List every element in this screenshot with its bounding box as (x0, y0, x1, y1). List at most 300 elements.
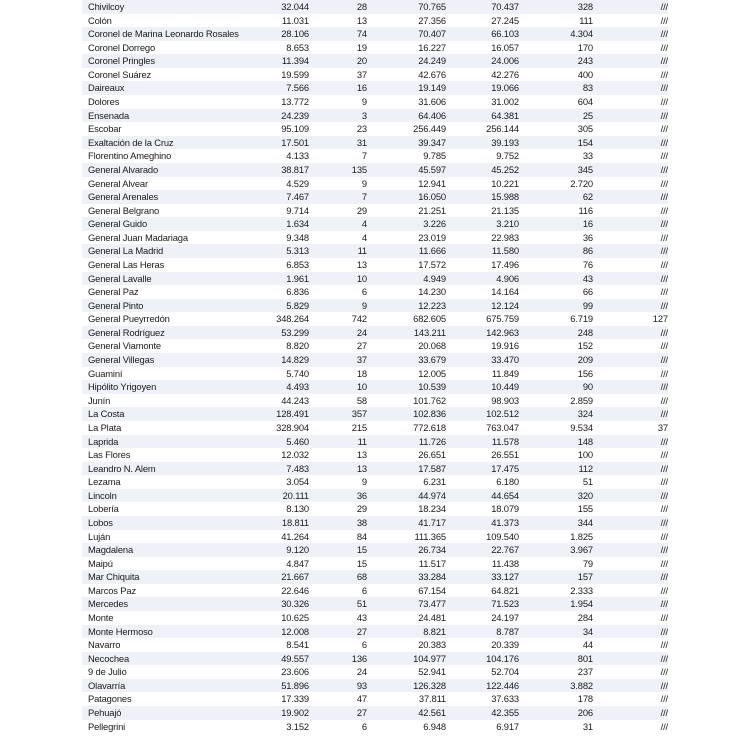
cell-value-5: 328 (577, 1, 593, 12)
cell-population: 6.853 (286, 258, 309, 270)
cell-value-4: 42.355 (491, 707, 519, 719)
cell-value-4: 12.124 (491, 299, 519, 311)
cell-value-2: 11 (357, 245, 367, 257)
cell-value-6: /// (660, 625, 668, 637)
table-row (82, 109, 668, 123)
cell-value-6: /// (660, 693, 668, 705)
cell-partido-name: General Lavalle (88, 272, 152, 284)
cell-value-3: 19.149 (418, 82, 446, 94)
cell-value-3: 70.765 (418, 1, 446, 12)
cell-value-5: 33 (582, 150, 593, 162)
cell-value-6: /// (660, 530, 668, 542)
cell-population: 348.264 (276, 313, 309, 325)
table-row (82, 475, 668, 489)
cell-value-5: 604 (577, 96, 593, 108)
table-row (82, 380, 668, 394)
cell-partido-name: Mar Chiquita (88, 571, 140, 583)
cell-value-6: /// (660, 150, 668, 162)
cell-population: 53.299 (281, 326, 309, 338)
cell-value-5: 112 (578, 462, 593, 474)
cell-value-5: 83 (582, 82, 593, 94)
cell-value-6: /// (660, 326, 668, 338)
cell-value-4: 45.252 (491, 163, 519, 175)
cell-value-6: /// (660, 28, 668, 40)
cell-population: 5.740 (286, 367, 309, 379)
cell-value-5: 1.825 (570, 530, 593, 542)
table-row (82, 611, 668, 625)
cell-value-5: 305 (577, 123, 593, 135)
table-row (82, 597, 668, 611)
cell-partido-name: Marcos Paz (88, 584, 136, 596)
cell-value-3: 16.050 (418, 191, 446, 203)
cell-value-5: 62 (582, 191, 593, 203)
cell-value-2: 68 (356, 571, 367, 583)
cell-partido-name: Pehuajó (88, 707, 122, 719)
cell-value-5: 170 (577, 41, 593, 53)
cell-population: 13.772 (281, 96, 309, 108)
cell-partido-name: General Las Heras (88, 258, 165, 270)
cell-value-5: 36 (582, 231, 593, 243)
cell-value-6: /// (660, 367, 668, 379)
cell-value-2: 36 (356, 489, 367, 501)
cell-population: 4.847 (286, 557, 309, 569)
cell-value-4: 22.983 (491, 231, 519, 243)
cell-value-5: 3.882 (570, 679, 593, 691)
cell-value-6: /// (660, 652, 668, 664)
cell-value-2: 23 (356, 123, 367, 135)
cell-population: 18.811 (281, 516, 309, 528)
table-row (82, 81, 668, 95)
cell-value-2: 93 (356, 679, 367, 691)
cell-value-6: /// (660, 258, 668, 270)
cell-value-4: 24.197 (491, 612, 519, 624)
cell-value-5: 248 (577, 326, 593, 338)
cell-population: 49.557 (281, 652, 309, 664)
cell-value-6: /// (660, 1, 668, 12)
cell-value-4: 33.127 (491, 571, 519, 583)
cell-value-5: 51 (582, 476, 593, 488)
cell-partido-name: Mercedes (88, 598, 128, 610)
table-row (82, 706, 668, 720)
cell-value-3: 23.019 (418, 231, 446, 243)
cell-value-5: 31 (582, 720, 593, 732)
cell-value-3: 44.974 (418, 489, 446, 501)
cell-population: 38.817 (281, 163, 309, 175)
cell-partido-name: Lincoln (88, 489, 117, 501)
cell-value-6: /// (660, 394, 668, 406)
cell-value-2: 10 (356, 272, 367, 284)
cell-value-4: 11.438 (491, 557, 519, 569)
table-row (82, 244, 668, 258)
table-row (82, 530, 668, 544)
cell-value-6: /// (660, 82, 668, 94)
cell-population: 20.111 (282, 489, 309, 501)
cell-partido-name: Escobar (88, 123, 122, 135)
cell-value-6: /// (660, 666, 668, 678)
cell-partido-name: General Pueyrredón (88, 313, 170, 325)
data-table (82, 0, 668, 733)
table-row (82, 543, 668, 557)
cell-value-5: 2.859 (570, 394, 593, 406)
cell-value-4: 256.144 (486, 123, 519, 135)
cell-partido-name: Maipú (88, 557, 113, 569)
cell-population: 5.313 (286, 245, 309, 257)
table-row (82, 299, 668, 313)
cell-value-6: /// (660, 571, 668, 583)
cell-value-2: 13 (356, 462, 367, 474)
cell-partido-name: Guaminí (88, 367, 123, 379)
cell-value-5: 801 (577, 652, 593, 664)
cell-value-6: /// (660, 286, 668, 298)
cell-value-4: 21.135 (491, 204, 519, 216)
table-row (82, 122, 668, 136)
cell-value-3: 26.651 (418, 449, 446, 461)
cell-value-2: 136 (351, 652, 367, 664)
table-row (82, 136, 668, 150)
cell-value-6: /// (660, 408, 668, 420)
cell-partido-name: Necochea (88, 652, 130, 664)
table-row (82, 149, 668, 163)
cell-value-2: 13 (356, 14, 367, 26)
cell-value-6: /// (660, 612, 668, 624)
cell-population: 4.133 (286, 150, 309, 162)
cell-value-5: 25 (582, 109, 593, 121)
cell-value-3: 10.539 (418, 381, 446, 393)
table-row (82, 272, 668, 286)
cell-value-2: 58 (356, 394, 367, 406)
cell-population: 23.606 (281, 666, 309, 678)
table-row (82, 489, 668, 503)
cell-population: 6.836 (286, 286, 309, 298)
cell-value-4: 11.849 (491, 367, 519, 379)
cell-population: 5.829 (286, 299, 309, 311)
cell-partido-name: General La Madrid (88, 245, 164, 257)
cell-value-6: /// (660, 272, 668, 284)
cell-value-4: 11.578 (491, 435, 519, 447)
cell-value-5: 2.720 (570, 177, 593, 189)
cell-value-5: 1.954 (570, 598, 593, 610)
cell-partido-name: Coronel Suárez (88, 68, 152, 80)
cell-partido-name: Dolores (88, 96, 120, 108)
cell-partido-name: General Alvear (88, 177, 148, 189)
cell-value-4: 98.903 (491, 394, 519, 406)
cell-partido-name: Exaltación de la Cruz (88, 136, 174, 148)
cell-value-4: 10.449 (491, 381, 519, 393)
cell-value-2: 7 (361, 150, 367, 162)
cell-value-3: 27.356 (418, 14, 446, 26)
cell-value-2: 9 (361, 299, 367, 311)
cell-value-4: 4.906 (496, 272, 519, 284)
cell-value-4: 10.221 (491, 177, 519, 189)
cell-value-6: /// (660, 476, 668, 488)
cell-value-6: /// (660, 96, 668, 108)
cell-value-2: 13 (356, 258, 367, 270)
cell-value-3: 37.811 (418, 693, 446, 705)
cell-value-2: 31 (356, 136, 367, 148)
cell-value-2: 43 (356, 612, 367, 624)
cell-partido-name: Navarro (88, 639, 121, 651)
cell-value-5: 4.304 (570, 28, 593, 40)
cell-value-3: 41.717 (418, 516, 446, 528)
cell-value-3: 682.605 (413, 313, 446, 325)
cell-value-2: 18 (356, 367, 367, 379)
cell-value-2: 3 (361, 109, 367, 121)
cell-value-6: /// (660, 68, 668, 80)
cell-value-4: 24.006 (491, 55, 519, 67)
cell-value-5: 237 (577, 666, 593, 678)
table-row (82, 407, 668, 421)
cell-population: 12.032 (281, 449, 309, 461)
cell-value-4: 122.446 (486, 679, 519, 691)
cell-value-2: 135 (351, 163, 367, 175)
cell-value-5: 152 (577, 340, 593, 352)
cell-population: 28.106 (281, 28, 309, 40)
cell-value-6: /// (660, 720, 668, 732)
cell-value-2: 19 (356, 41, 367, 53)
cell-population: 7.566 (286, 82, 309, 94)
cell-value-3: 31.606 (418, 96, 446, 108)
cell-value-6: /// (660, 14, 668, 26)
cell-value-6: /// (660, 354, 668, 366)
cell-value-4: 42.276 (491, 68, 519, 80)
cell-value-6: /// (660, 462, 668, 474)
cell-value-6: /// (660, 707, 668, 719)
cell-partido-name: La Plata (88, 421, 122, 433)
cell-population: 3.054 (286, 476, 309, 488)
cell-value-4: 102.512 (486, 408, 519, 420)
table-row (82, 692, 668, 706)
cell-value-2: 27 (356, 707, 367, 719)
cell-value-5: 43 (582, 272, 593, 284)
cell-partido-name: Florentino Ameghino (88, 150, 172, 162)
cell-value-3: 12.005 (418, 367, 446, 379)
cell-value-2: 13 (356, 449, 367, 461)
table-row (82, 665, 668, 679)
table-row (82, 204, 668, 218)
cell-partido-name: Chivilcoy (88, 1, 125, 12)
cell-partido-name: General Paz (88, 286, 139, 298)
cell-value-6: /// (660, 598, 668, 610)
cell-value-3: 12.941 (418, 177, 446, 189)
cell-partido-name: Colón (88, 14, 112, 26)
cell-population: 4.493 (286, 381, 309, 393)
cell-partido-name: Daireaux (88, 82, 125, 94)
cell-value-6: /// (660, 584, 668, 596)
cell-value-5: 243 (577, 55, 593, 67)
cell-value-5: 16 (582, 218, 593, 230)
table-row (82, 54, 668, 68)
cell-population: 7.467 (286, 191, 309, 203)
table-row (82, 557, 668, 571)
cell-value-3: 17.587 (418, 462, 446, 474)
cell-value-4: 71.523 (491, 598, 519, 610)
table-row (82, 584, 668, 598)
table-row (82, 285, 668, 299)
cell-partido-name: 9 de Julio (88, 666, 127, 678)
cell-value-2: 29 (356, 503, 367, 515)
cell-value-6: /// (660, 449, 668, 461)
cell-value-6: /// (660, 109, 668, 121)
cell-value-3: 24.249 (418, 55, 446, 67)
cell-partido-name: Hipólito Yrigoyen (88, 381, 157, 393)
cell-partido-name: Coronel Dorrego (88, 41, 156, 53)
cell-value-2: 47 (356, 693, 367, 705)
cell-value-4: 6.180 (496, 476, 519, 488)
table-row (82, 68, 668, 82)
cell-value-6: /// (660, 245, 668, 257)
cell-population: 95.109 (281, 123, 309, 135)
cell-value-6: /// (660, 55, 668, 67)
cell-value-4: 3.210 (496, 218, 519, 230)
cell-value-3: 42.561 (418, 707, 446, 719)
cell-partido-name: Monte Hermoso (88, 625, 153, 637)
cell-partido-name: General Juan Madariaga (88, 231, 188, 243)
cell-partido-name: Pellegrini (88, 720, 126, 732)
cell-population: 1.634 (286, 218, 309, 230)
cell-population: 7.483 (286, 462, 309, 474)
cell-value-6: /// (660, 204, 668, 216)
cell-value-4: 17.475 (491, 462, 519, 474)
cell-population: 128.491 (276, 408, 309, 420)
cell-value-6: /// (660, 435, 668, 447)
cell-value-5: 44 (582, 639, 593, 651)
table-row (82, 516, 668, 530)
cell-value-3: 11.666 (418, 245, 446, 257)
cell-partido-name: Luján (88, 530, 111, 542)
table-row (82, 14, 668, 28)
cell-partido-name: General Rodríguez (88, 326, 165, 338)
cell-value-3: 772.618 (413, 421, 446, 433)
cell-partido-name: Coronel de Marina Leonardo Rosales (88, 28, 239, 40)
cell-value-2: 15 (356, 557, 367, 569)
cell-value-5: 90 (582, 381, 593, 393)
cell-partido-name: Coronel Pringles (88, 55, 155, 67)
table-row (82, 502, 668, 516)
cell-value-5: 324 (577, 408, 593, 420)
cell-partido-name: Junín (88, 394, 111, 406)
cell-value-2: 28 (356, 1, 367, 12)
table-row (82, 448, 668, 462)
cell-value-2: 357 (351, 408, 367, 420)
cell-value-4: 19.066 (491, 82, 519, 94)
cell-partido-name: Lobos (88, 516, 113, 528)
cell-value-6: /// (660, 489, 668, 501)
cell-value-3: 11.517 (418, 557, 446, 569)
cell-value-5: 116 (578, 204, 593, 216)
cell-value-3: 39.347 (418, 136, 446, 148)
cell-value-4: 14.164 (491, 286, 519, 298)
table-row (82, 652, 668, 666)
cell-population: 11.394 (281, 55, 309, 67)
cell-value-2: 215 (351, 421, 367, 433)
cell-partido-name: General Villegas (88, 354, 155, 366)
cell-value-4: 8.787 (496, 625, 519, 637)
cell-partido-name: Laprida (88, 435, 119, 447)
cell-value-6: /// (660, 679, 668, 691)
cell-value-4: 17.496 (491, 258, 519, 270)
cell-value-6: /// (660, 177, 668, 189)
cell-value-2: 27 (356, 625, 367, 637)
cell-value-4: 6.917 (496, 720, 519, 732)
cell-value-2: 7 (361, 191, 367, 203)
cell-value-6: /// (660, 557, 668, 569)
cell-partido-name: General Arenales (88, 191, 159, 203)
table-row (82, 720, 668, 734)
cell-population: 24.239 (281, 109, 309, 121)
cell-value-2: 9 (361, 476, 367, 488)
cell-value-2: 4 (361, 218, 367, 230)
cell-partido-name: Lezama (88, 476, 121, 488)
cell-population: 30.326 (281, 598, 309, 610)
cell-population: 51.896 (281, 679, 309, 691)
cell-partido-name: Magdalena (88, 544, 134, 556)
table-row (82, 421, 668, 435)
cell-value-5: 148 (577, 435, 593, 447)
cell-value-4: 27.245 (491, 14, 519, 26)
cell-value-6: 127 (652, 313, 668, 325)
cell-value-2: 38 (356, 516, 367, 528)
table-row (82, 95, 668, 109)
cell-value-5: 206 (577, 707, 593, 719)
cell-partido-name: Ensenada (88, 109, 130, 121)
cell-value-3: 33.284 (418, 571, 446, 583)
cell-value-4: 18.079 (491, 503, 519, 515)
cell-partido-name: Patagones (88, 693, 132, 705)
cell-value-5: 157 (577, 571, 593, 583)
cell-value-3: 20.383 (418, 639, 446, 651)
cell-value-6: /// (660, 136, 668, 148)
cell-value-3: 111.365 (414, 530, 446, 542)
cell-population: 10.625 (281, 612, 309, 624)
cell-value-2: 24 (356, 326, 367, 338)
cell-population: 19.599 (281, 68, 309, 80)
cell-value-4: 41.373 (491, 516, 519, 528)
cell-population: 17.339 (281, 693, 309, 705)
cell-population: 9.348 (286, 231, 309, 243)
cell-partido-name: General Pinto (88, 299, 144, 311)
cell-value-3: 6.948 (423, 720, 446, 732)
table-row (82, 27, 668, 41)
cell-partido-name: Lobería (88, 503, 119, 515)
cell-value-6: /// (660, 340, 668, 352)
table-row (82, 367, 668, 381)
cell-value-5: 320 (577, 489, 593, 501)
cell-value-5: 345 (577, 163, 593, 175)
cell-value-4: 44.654 (491, 489, 519, 501)
cell-partido-name: General Belgrano (88, 204, 160, 216)
cell-population: 8.653 (286, 41, 309, 53)
cell-value-2: 9 (361, 177, 367, 189)
cell-population: 8.130 (286, 503, 309, 515)
cell-value-3: 26.734 (418, 544, 446, 556)
cell-value-4: 104.176 (486, 652, 519, 664)
table-row (82, 258, 668, 272)
cell-value-5: 66 (582, 286, 593, 298)
cell-value-2: 4 (361, 231, 367, 243)
cell-population: 41.264 (281, 530, 309, 542)
cell-partido-name: Leandro N. Alem (88, 462, 156, 474)
cell-value-3: 33.679 (418, 354, 446, 366)
cell-value-3: 104.977 (413, 652, 446, 664)
table-row (82, 435, 668, 449)
cell-value-5: 344 (577, 516, 593, 528)
cell-value-6: /// (660, 503, 668, 515)
cell-value-3: 143.211 (413, 326, 446, 338)
cell-value-4: 9.752 (496, 150, 519, 162)
cell-value-3: 67.154 (418, 584, 446, 596)
cell-value-2: 10 (356, 381, 367, 393)
cell-population: 5.460 (286, 435, 309, 447)
